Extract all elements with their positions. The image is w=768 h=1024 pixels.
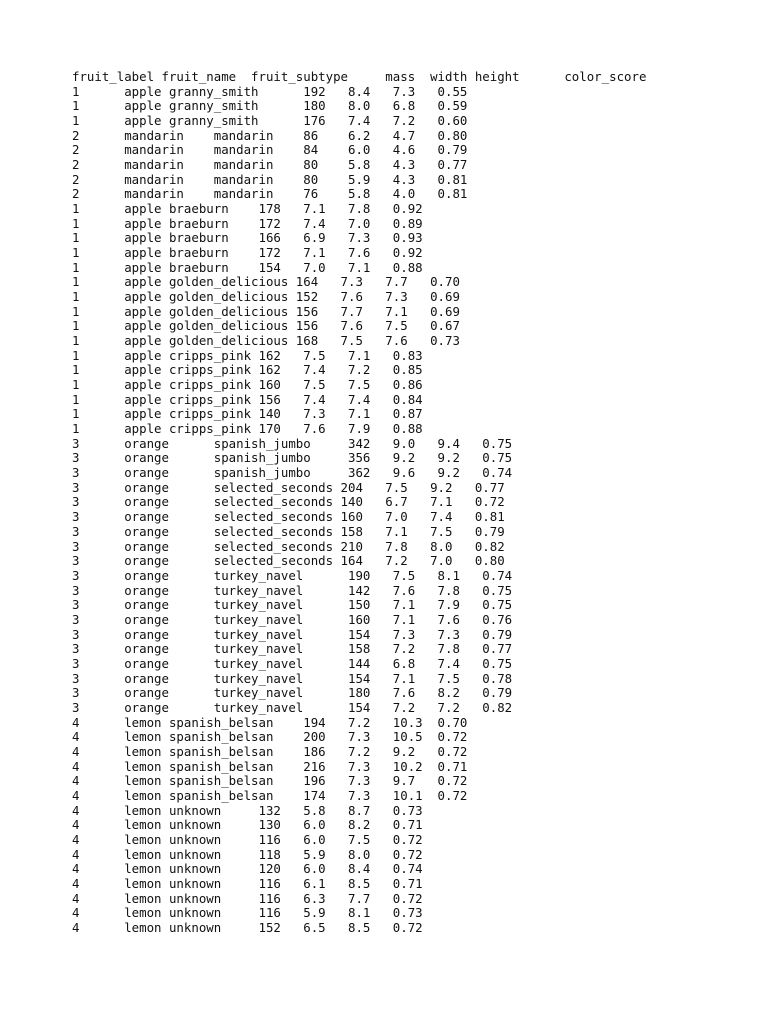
data-row: 4 lemon unknown 132 5.8 8.7 0.73 — [72, 802, 423, 818]
data-row: 1 apple braeburn 172 7.4 7.0 0.89 — [72, 215, 423, 231]
data-row: 3 orange turkey_navel 180 7.6 8.2 0.79 — [72, 685, 513, 701]
data-row: 1 apple golden_delicious 156 7.6 7.5 0.67 — [72, 318, 460, 334]
data-row: 4 lemon unknown 130 6.0 8.2 0.71 — [72, 817, 423, 833]
data-row: 1 apple cripps_pink 160 7.5 7.5 0.86 — [72, 377, 423, 393]
data-row: 3 orange turkey_navel 144 6.8 7.4 0.75 — [72, 655, 513, 671]
data-row: 3 orange turkey_navel 160 7.1 7.6 0.76 — [72, 611, 513, 627]
data-row: 1 apple cripps_pink 140 7.3 7.1 0.87 — [72, 406, 423, 422]
data-row: 4 lemon unknown 152 6.5 8.5 0.72 — [72, 919, 423, 935]
data-row: 1 apple granny_smith 180 8.0 6.8 0.59 — [72, 98, 468, 114]
data-row: 2 mandarin mandarin 86 6.2 4.7 0.80 — [72, 127, 468, 143]
data-row: 3 orange selected_seconds 158 7.1 7.5 0.79 — [72, 523, 505, 539]
data-row: 4 lemon spanish_belsan 186 7.2 9.2 0.72 — [72, 743, 468, 759]
data-row: 1 apple golden_delicious 164 7.3 7.7 0.70 — [72, 274, 460, 290]
data-row: 3 orange turkey_navel 158 7.2 7.8 0.77 — [72, 641, 513, 657]
data-row: 1 apple granny_smith 192 8.4 7.3 0.55 — [72, 83, 468, 99]
data-row: 4 lemon unknown 120 6.0 8.4 0.74 — [72, 861, 423, 877]
data-row: 4 lemon unknown 116 6.3 7.7 0.72 — [72, 890, 423, 906]
data-row: 1 apple braeburn 178 7.1 7.8 0.92 — [72, 201, 423, 217]
data-row: 3 orange selected_seconds 164 7.2 7.0 0.80 — [72, 553, 505, 569]
data-row: 3 orange turkey_navel 154 7.1 7.5 0.78 — [72, 670, 513, 686]
data-row: 3 orange selected_seconds 160 7.0 7.4 0.81 — [72, 509, 505, 525]
data-row: 1 apple braeburn 154 7.0 7.1 0.88 — [72, 259, 423, 275]
data-row: 4 lemon unknown 118 5.9 8.0 0.72 — [72, 846, 423, 862]
data-row: 2 mandarin mandarin 80 5.9 4.3 0.81 — [72, 171, 468, 187]
data-row: 1 apple cripps_pink 156 7.4 7.4 0.84 — [72, 391, 423, 407]
data-row: 3 orange spanish_jumbo 362 9.6 9.2 0.74 — [72, 465, 513, 481]
data-row: 2 mandarin mandarin 76 5.8 4.0 0.81 — [72, 186, 468, 202]
data-row: 1 apple golden_delicious 152 7.6 7.3 0.69 — [72, 289, 460, 305]
data-row: 2 mandarin mandarin 84 6.0 4.6 0.79 — [72, 142, 468, 158]
data-row: 1 apple braeburn 172 7.1 7.6 0.92 — [72, 245, 423, 261]
data-row: 3 orange spanish_jumbo 342 9.0 9.4 0.75 — [72, 435, 513, 451]
data-row: 3 orange spanish_jumbo 356 9.2 9.2 0.75 — [72, 450, 513, 466]
data-row: 3 orange turkey_navel 154 7.3 7.3 0.79 — [72, 626, 513, 642]
data-row: 4 lemon spanish_belsan 200 7.3 10.5 0.72 — [72, 729, 468, 745]
data-row: 4 lemon spanish_belsan 196 7.3 9.7 0.72 — [72, 773, 468, 789]
data-row: 4 lemon unknown 116 5.9 8.1 0.73 — [72, 905, 423, 921]
data-row: 4 lemon spanish_belsan 194 7.2 10.3 0.70 — [72, 714, 468, 730]
data-row: 1 apple cripps_pink 162 7.5 7.1 0.83 — [72, 347, 423, 363]
data-row: 3 orange selected_seconds 204 7.5 9.2 0.77 — [72, 479, 505, 495]
data-row: 3 orange selected_seconds 210 7.8 8.0 0.82 — [72, 538, 505, 554]
data-row: 4 lemon spanish_belsan 216 7.3 10.2 0.71 — [72, 758, 468, 774]
data-row: 1 apple cripps_pink 170 7.6 7.9 0.88 — [72, 421, 423, 437]
data-row: 1 apple granny_smith 176 7.4 7.2 0.60 — [72, 113, 468, 129]
data-row: 1 apple golden_delicious 156 7.7 7.1 0.69 — [72, 303, 460, 319]
data-row: 2 mandarin mandarin 80 5.8 4.3 0.77 — [72, 157, 468, 173]
fruit-data-document — [72, 70, 646, 936]
data-row: 3 orange turkey_navel 190 7.5 8.1 0.74 — [72, 567, 513, 583]
data-row: 1 apple cripps_pink 162 7.4 7.2 0.85 — [72, 362, 423, 378]
data-row: 3 orange turkey_navel 154 7.2 7.2 0.82 — [72, 699, 513, 715]
data-row: 4 lemon spanish_belsan 174 7.3 10.1 0.72 — [72, 787, 468, 803]
data-row: 1 apple golden_delicious 168 7.5 7.6 0.73 — [72, 333, 460, 349]
data-row: 4 lemon unknown 116 6.1 8.5 0.71 — [72, 875, 423, 891]
data-row: 3 orange turkey_navel 150 7.1 7.9 0.75 — [72, 597, 513, 613]
data-row: 3 orange turkey_navel 142 7.6 7.8 0.75 — [72, 582, 513, 598]
data-row: 4 lemon unknown 116 6.0 7.5 0.72 — [72, 831, 423, 847]
data-row: 3 orange selected_seconds 140 6.7 7.1 0.72 — [72, 494, 505, 510]
header-row: fruit_label fruit_name fruit_subtype mass width height color_score — [72, 69, 647, 84]
data-row: 1 apple braeburn 166 6.9 7.3 0.93 — [72, 230, 423, 246]
